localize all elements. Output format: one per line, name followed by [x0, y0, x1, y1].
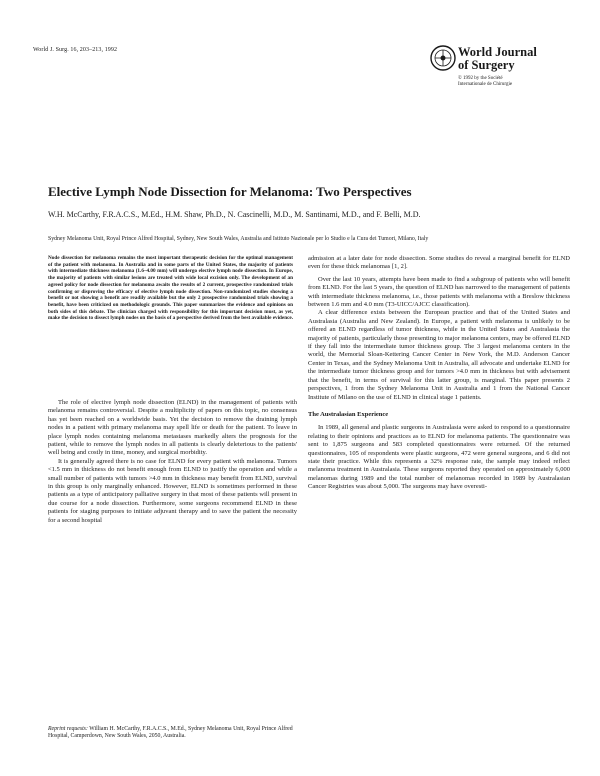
right-column: [308, 255, 570, 492]
section-paragraph: In 1989, all general and plastic surgeons in Australasia were asked to respond to a questionnaire relating to their opinions and practices as to ELND for melanoma patients. The questionnaire was sent to 1,875 surgeons and 583 completed questionnaires were returned. Of the returned questionnaires, 105 of respondents were plastic surgeons, 472 were general surgeons, and 6 did not state their practice. While this represents a 32% response rate, the sample may indeed reflect melanoma treatment in Australasia. These surgeons reported they operated on approximately 6,000 melanomas during 1989 and the total number of melanomas recorded in 1989 by Australasian Cancer Registries was about 5,000. The surgeons may have overesti-: [308, 424, 570, 491]
footnote-label: Reprint requests:: [48, 726, 88, 732]
left-paragraph-1: The role of elective lymph node dissection (ELND) in the management of patients with melanoma remains controversial. Despite a multiplicity of papers on this topic, no consensus has yet been reached on a worldwide basis. Yet the decision to remove the draining lymph nodes in a patient with primary melanoma may spell life or death for the patient. To leave in place lymph nodes containing melanoma metastases markedly alters the prognosis for the patient, while to remove the lymph nodes in all patients is clearly deleterious to the patients' well being and costly in time, money, and surgical morbidity.: [48, 399, 297, 457]
journal-masthead: [430, 44, 570, 94]
copyright-line1: © 1992 by the Société: [458, 76, 503, 81]
right-paragraph-1: admission at a later date for node dissection. Some studies do reveal a marginal benefit for ELND even for these thick melanomas [1, 2].: [308, 255, 570, 271]
journal-citation: World J. Surg. 16, 203–213, 1992: [33, 47, 118, 53]
left-column: [48, 399, 297, 525]
article-abstract: Node dissection for melanoma remains the most important therapeutic decision for the optimal management of the patient with melanoma. In Australia and in some parts of the United States, the majority of patients with intermediate thickness melanoma (1.6–4.00 mm) will undergo elective lymph node dissection. In Europe, the majority of patients with similar lesions are treated with wide local excision only. The development of an agreed policy for node dissection for melanoma awaits the results of 2 current, prospective randomized trials confirming or disproving the efficacy of elective lymph node dissection. Non-randomized studies showing a benefit or not showing a benefit are readily available but the only 2 prospective randomized trials showing a benefit, have been criticized on methodologic grounds. This paper summarizes the evidence and opinions on both sides of this debate. The clinician charged with responsibility for this important decision must, as yet, make the decision to dissect lymph nodes on the basis of a perspective derived from the best available evidence.: [48, 255, 294, 322]
journal-logo-icon: [430, 45, 456, 71]
reprint-footnote: [48, 726, 297, 741]
article-affiliation: Sydney Melanoma Unit, Royal Prince Alfred Hospital, Sydney, New South Wales, Australia and Istituto Nazionale per lo Studio e la Cura dei Tumori, Milano, Italy: [48, 236, 429, 242]
journal-copyright: [458, 76, 512, 88]
left-paragraph-2: It is generally agreed there is no case for ELND for every patient with melanoma. Tumors <1.5 mm in thickness do not benefit enough from ELND to justify the operation and while a small number of patients with tumors >4.0 mm in thickness may benefit from ELND, survival in this group is only marginally enhanced. However, ELND is sometimes performed in these patients as a type of anticipatory palliative surgery in that most of these patients will present in due course for a node dissection. Furthermore, some surgeons recommend ELND in these patients for staging purposes to initiate adjuvant therapy and to save the patient the necessity for a second hospital: [48, 457, 297, 524]
article-title: Elective Lymph Node Dissection for Melanoma: Two Perspectives: [48, 184, 412, 199]
copyright-line2: Internationale de Chirurgie: [458, 82, 513, 87]
footnote-text: William H. McCarthy, F.R.A.C.S., M.Ed., Sydney Melanoma Unit, Royal Prince Alfred Hospital, Camperdown, New South Wales, 2050, Australia.: [48, 726, 293, 740]
journal-title-line2: of Surgery: [458, 58, 515, 72]
section-heading: The Australasian Experience: [308, 410, 389, 418]
right-paragraph-3: A clear difference exists between the European practice and that of the United States and Australasia (Australia and New Zealand). In Europe, a patient with melanoma is unlikely to be offered an ELND regardless of tumor thickness, while in the United States and Australasia the majority of patients, particularly those presenting to major melanoma centers, may be offered ELND if they fall into the intermediate tumor thickness group. The 3 largest melanoma centers in the world, the Memorial Sloan-Kettering Cancer Center in New York, the M.D. Anderson Cancer Center in Texas, and the Sydney Melanoma Unit in Australia, all advocate and undertake ELND for the intermediate tumor thickness group and for tumors >4.0 mm in thickness but with advisement that the benefit, in terms of survival for this latter group, is marginal. This paper presents 2 perspectives, 1 from the Sydney Melanoma Unit in Australia and 1 from the National Cancer Institute of Milano on the use of ELND in clinical stage 1 patients.: [308, 309, 570, 401]
journal-title-line1: World Journal: [458, 45, 537, 59]
article-authors: W.H. McCarthy, F.R.A.C.S., M.Ed., H.M. Shaw, Ph.D., N. Cascinelli, M.D., M. Santinami, M.D., and F. Belli, M.D.: [48, 210, 421, 219]
right-paragraph-2: Over the last 10 years, attempts have been made to find a subgroup of patients who will benefit from ELND. For the last 5 years, the question of ELND has narrowed to the management of patients with intermediate thickness melanoma, i.e., those patients with melanoma with a Breslow thickness between 1.6 mm and 4.0 mm (T3-UICC/AJCC classification).: [308, 275, 570, 309]
journal-title: [458, 46, 537, 72]
